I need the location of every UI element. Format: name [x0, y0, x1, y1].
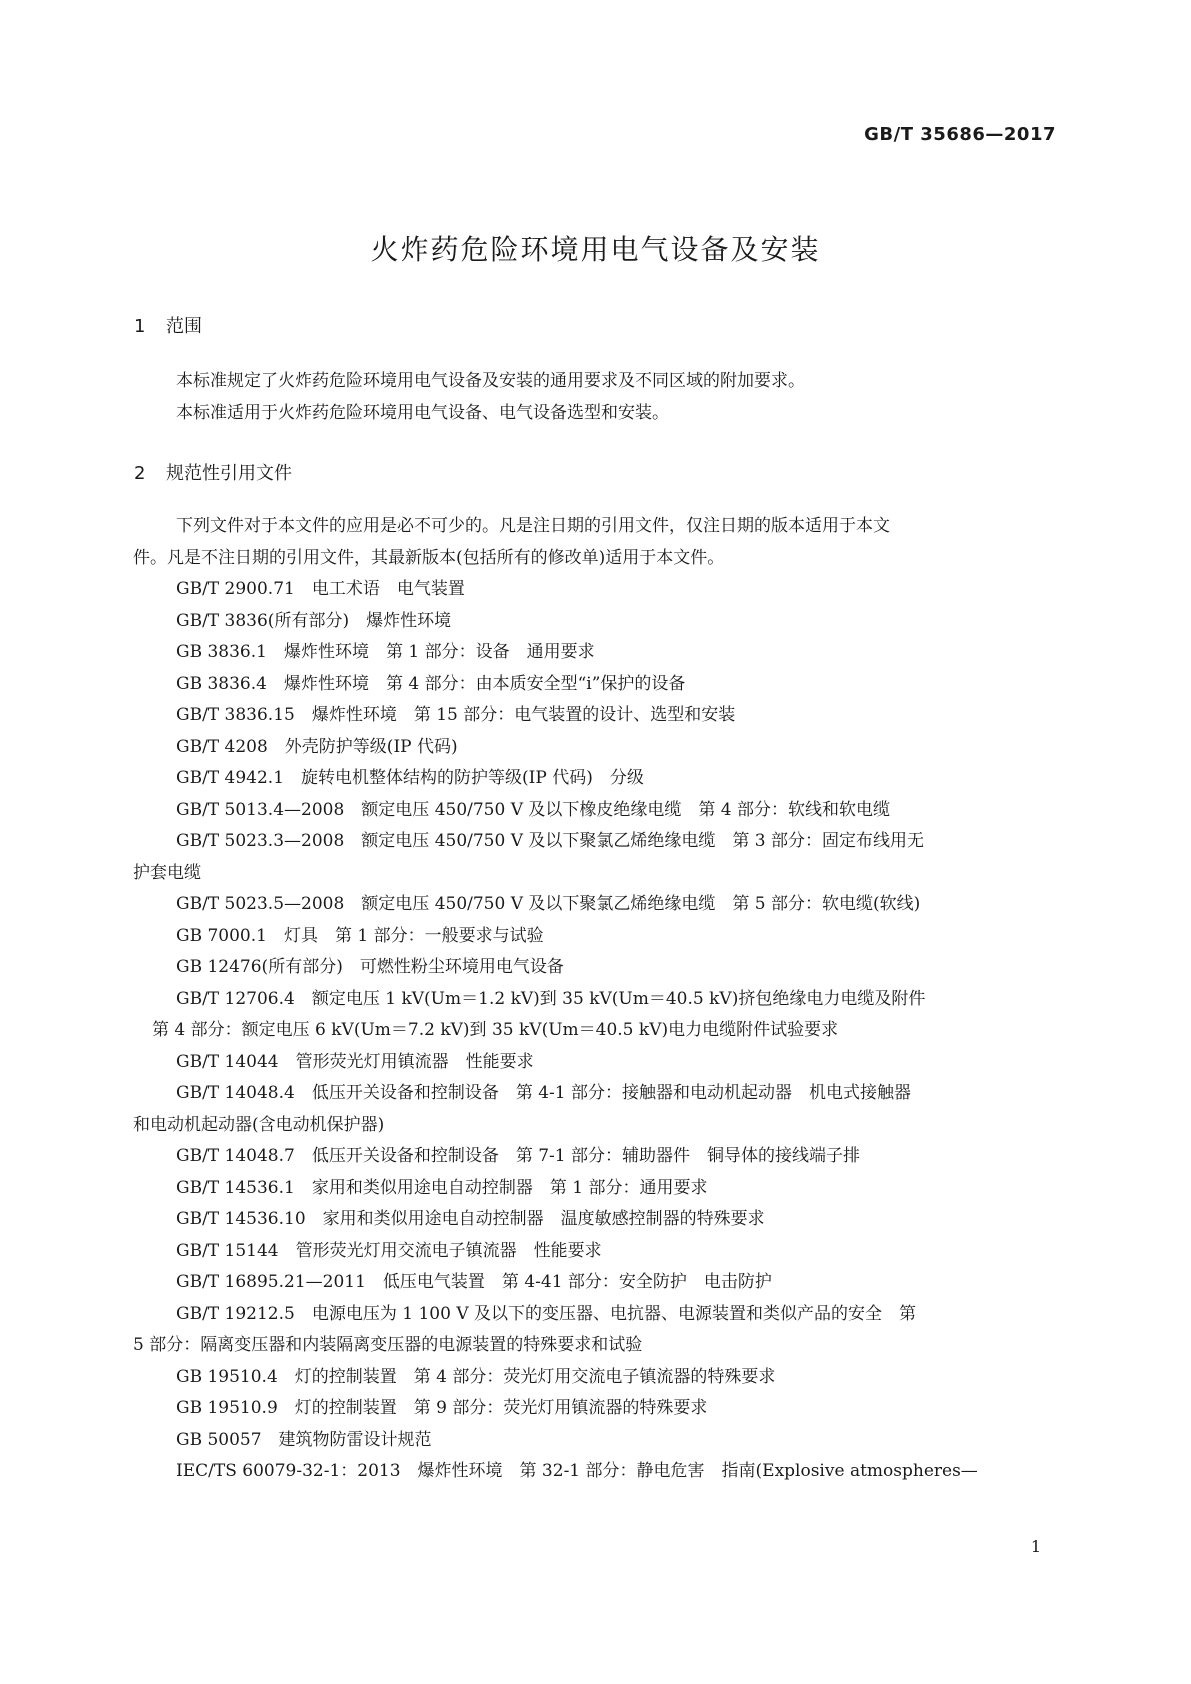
reference-item: GB/T 4942.1 旋转电机整体结构的防护等级(IP 代码) 分级: [176, 768, 644, 788]
section-1-title: 范围: [166, 316, 202, 337]
paragraph: 本标准规定了火炸药危险环境用电气设备及安装的通用要求及不同区域的附加要求。: [176, 371, 805, 391]
reference-item: GB/T 16895.21—2011 低压电气装置 第 4-41 部分：安全防护 电击防护: [176, 1272, 772, 1292]
reference-item: GB/T 14536.10 家用和类似用途电自动控制器 温度敏感控制器的特殊要求: [176, 1209, 765, 1229]
page-number: 1: [1030, 1537, 1041, 1556]
document-title: 火炸药危险环境用电气设备及安装: [370, 233, 821, 266]
reference-item-continued: 护套电缆: [133, 862, 201, 883]
section-1-heading: [134, 312, 202, 338]
reference-item: IEC/TS 60079-32-1：2013 爆炸性环境 第 32-1 部分：静电危害 指南(Explosive atmospheres—: [176, 1461, 978, 1481]
reference-item: GB/T 15144 管形荧光灯用交流电子镇流器 性能要求: [176, 1240, 602, 1261]
standard-number: GB/T 35686—2017: [864, 124, 1056, 145]
section-1-body: [133, 366, 1058, 429]
reference-item: GB 50057 建筑物防雷设计规范: [176, 1429, 432, 1450]
reference-item-continued: 第 4 部分：额定电压 6 kV(Um＝7.2 kV)到 35 kV(Um＝40.5 kV)电力电缆附件试验要求: [152, 1020, 839, 1040]
reference-item-continued: 和电动机起动器(含电动机保护器): [133, 1114, 385, 1135]
reference-item: GB/T 3836(所有部分) 爆炸性环境: [176, 610, 452, 631]
section-2-number: 2: [134, 463, 146, 484]
reference-item: GB/T 19212.5 电源电压为 1 100 V 及以下的变压器、电抗器、电源装置和类似产品的安全 第: [176, 1303, 916, 1324]
intro-line: 下列文件对于本文件的应用是必不可少的。凡是注日期的引用文件，仅注日期的版本适用于本文: [176, 516, 890, 536]
reference-item: GB/T 2900.71 电工术语 电气装置: [176, 579, 465, 599]
reference-item: GB/T 14048.7 低压开关设备和控制设备 第 7-1 部分：辅助器件 铜导体的接线端子排: [176, 1146, 861, 1166]
reference-item: GB/T 12706.4 额定电压 1 kV(Um＝1.2 kV)到 35 kV(Um＝40.5 kV)挤包绝缘电力电缆及附件: [176, 988, 926, 1009]
reference-item: GB/T 5023.5—2008 额定电压 450/750 V 及以下聚氯乙烯绝缘电缆 第 5 部分：软电缆(软线): [176, 894, 921, 914]
reference-item: GB/T 14536.1 家用和类似用途电自动控制器 第 1 部分：通用要求: [176, 1177, 708, 1198]
paragraph: 本标准适用于火炸药危险环境用电气设备、电气设备选型和安装。: [176, 402, 669, 423]
reference-item: GB 12476(所有部分) 可燃性粉尘环境用电气设备: [176, 957, 564, 977]
reference-item: GB/T 14044 管形荧光灯用镇流器 性能要求: [176, 1051, 534, 1072]
intro-line: 件。凡是不注日期的引用文件，其最新版本(包括所有的修改单)适用于本文件。: [133, 547, 725, 568]
reference-item: GB/T 5013.4—2008 额定电压 450/750 V 及以下橡皮绝缘电缆 第 4 部分：软线和软电缆: [176, 799, 891, 820]
reference-item: GB/T 14048.4 低压开关设备和控制设备 第 4-1 部分：接触器和电动机起动器 机电式接触器: [176, 1083, 912, 1103]
reference-item: GB/T 5023.3—2008 额定电压 450/750 V 及以下聚氯乙烯绝缘电缆 第 3 部分：固定布线用无: [176, 831, 925, 851]
section-1-number: 1: [134, 316, 146, 337]
reference-item-continued: 5 部分：隔离变压器和内装隔离变压器的电源装置的特殊要求和试验: [133, 1335, 643, 1355]
reference-item: GB/T 3836.15 爆炸性环境 第 15 部分：电气装置的设计、选型和安装: [176, 705, 736, 725]
reference-item: GB 19510.9 灯的控制装置 第 9 部分：荧光灯用镇流器的特殊要求: [176, 1398, 708, 1418]
reference-item: GB/T 4208 外壳防护等级(IP 代码): [176, 736, 458, 757]
reference-item: GB 3836.4 爆炸性环境 第 4 部分：由本质安全型“i”保护的设备: [176, 673, 686, 694]
reference-item: GB 19510.4 灯的控制装置 第 4 部分：荧光灯用交流电子镇流器的特殊要求: [176, 1366, 776, 1387]
section-2-heading: [134, 459, 292, 485]
reference-item: GB 3836.1 爆炸性环境 第 1 部分：设备 通用要求: [176, 642, 595, 662]
reference-item: GB 7000.1 灯具 第 1 部分：一般要求与试验: [176, 925, 544, 946]
section-2-body: [133, 511, 1058, 1488]
section-2-title: 规范性引用文件: [166, 463, 292, 484]
